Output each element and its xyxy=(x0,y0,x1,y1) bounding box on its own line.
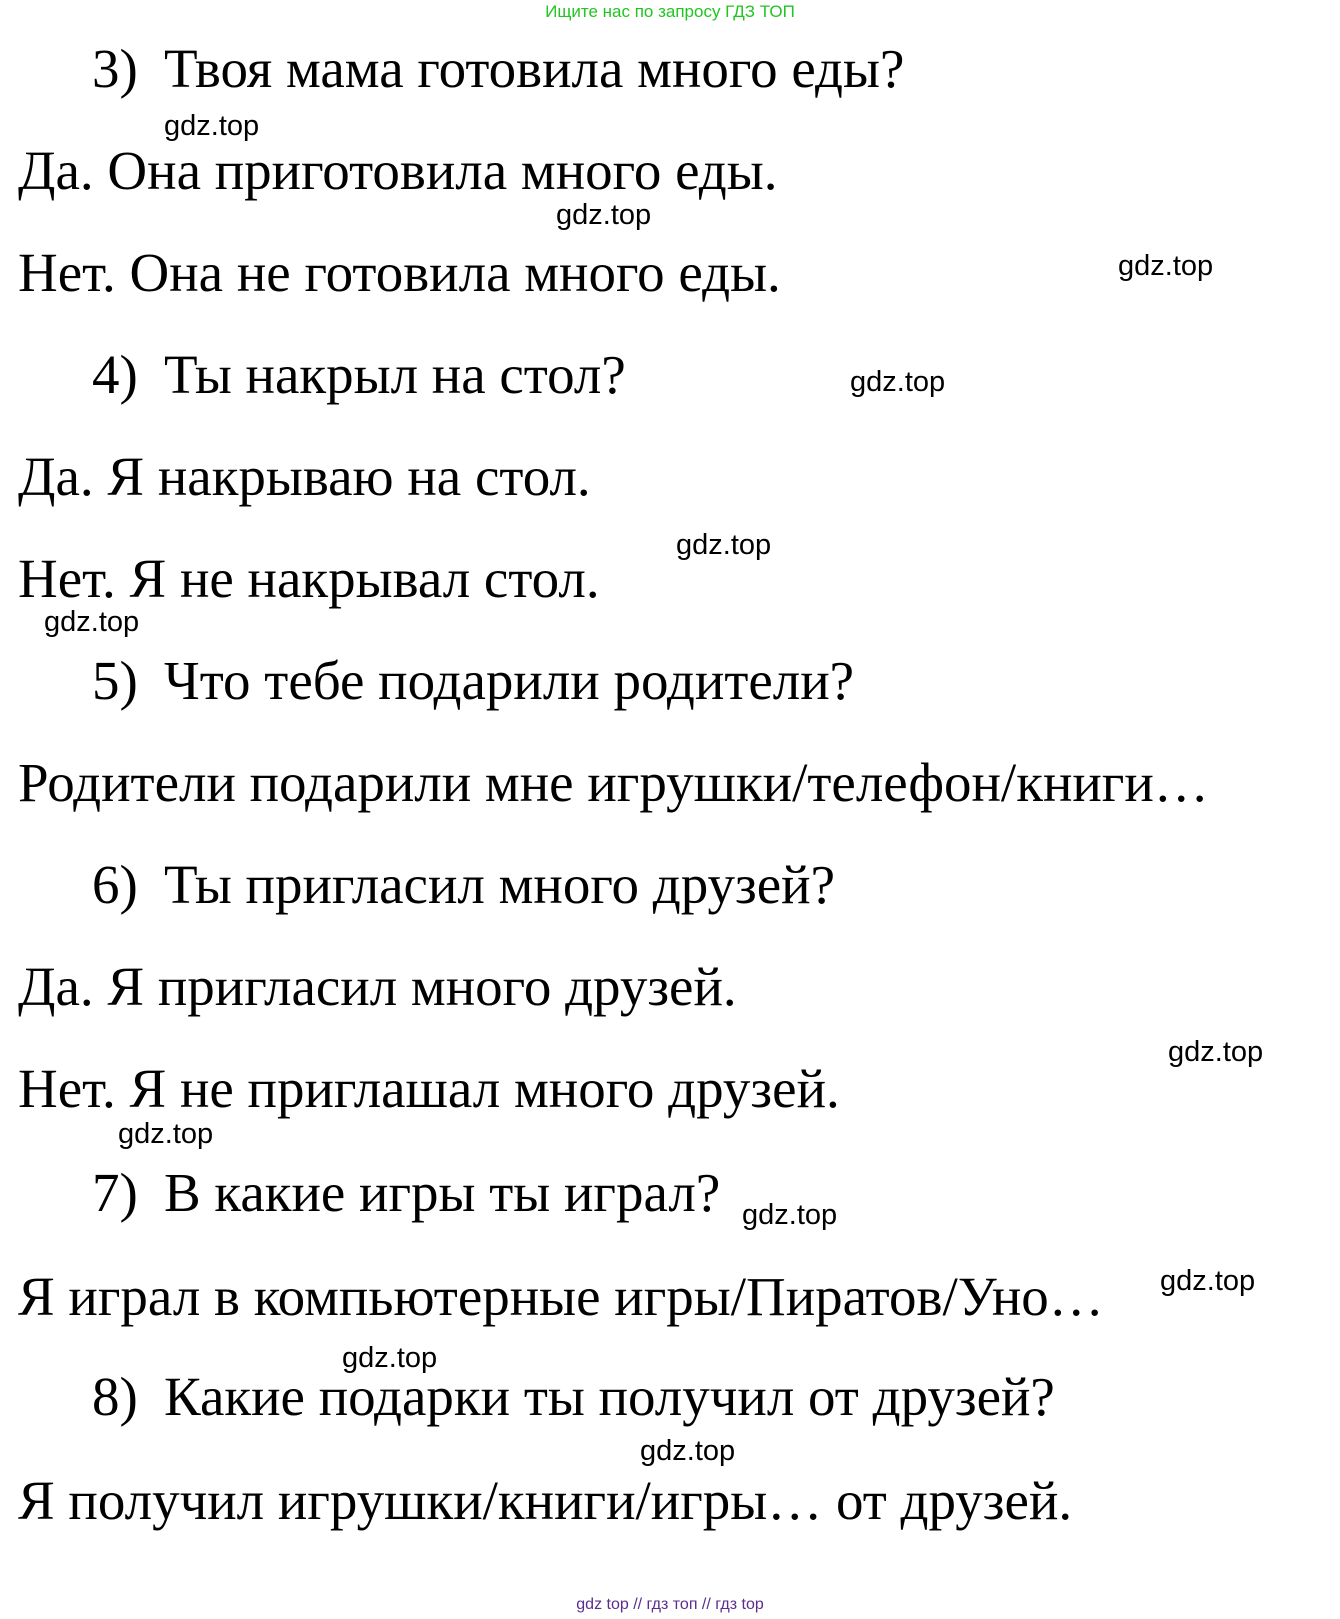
answer-4-no: Нет. Я не накрывал стол. xyxy=(18,548,600,609)
answer-8: Я получил игрушки/книги/игры… от друзей. xyxy=(18,1470,1073,1531)
watermark: gdz.top xyxy=(1160,1265,1256,1297)
answer-5: Родители подарили мне игрушки/телефон/книги… xyxy=(18,752,1209,813)
question-4 xyxy=(92,342,626,408)
watermark: gdz.top xyxy=(44,606,140,638)
top-banner: Ищите нас по запросу ГДЗ ТОП xyxy=(545,2,795,21)
watermark: gdz.top xyxy=(676,529,772,561)
question-7 xyxy=(92,1160,720,1226)
answer-3-yes: Да. Она приготовила много еды. xyxy=(18,140,778,201)
answer-4-yes: Да. Я накрываю на стол. xyxy=(18,446,591,507)
question-number: 5) xyxy=(92,650,138,711)
question-number: 7) xyxy=(92,1162,138,1223)
question-5 xyxy=(92,648,854,714)
answer-6-no: Нет. Я не приглашал много друзей. xyxy=(18,1058,840,1119)
watermark: gdz.top xyxy=(1168,1036,1264,1068)
answer-6-yes: Да. Я пригласил много друзей. xyxy=(18,956,737,1017)
footer-watermark: gdz top // гдз топ // гдз top xyxy=(576,1596,764,1613)
watermark: gdz.top xyxy=(742,1199,838,1231)
question-text: Ты накрыл на стол? xyxy=(164,344,626,405)
question-number: 3) xyxy=(92,38,138,99)
answer-7: Я играл в компьютерные игры/Пиратов/Уно… xyxy=(18,1266,1104,1327)
watermark: gdz.top xyxy=(342,1342,438,1374)
watermark: gdz.top xyxy=(118,1118,214,1150)
answer-3-no: Нет. Она не готовила много еды. xyxy=(18,242,781,303)
question-6 xyxy=(92,852,835,918)
question-3 xyxy=(92,36,904,102)
question-text: Какие подарки ты получил от друзей? xyxy=(164,1366,1055,1427)
question-number: 4) xyxy=(92,344,138,405)
question-8 xyxy=(92,1364,1055,1430)
question-number: 6) xyxy=(92,854,138,915)
question-text: Что тебе подарили родители? xyxy=(164,650,855,711)
watermark: gdz.top xyxy=(556,199,652,231)
question-text: Ты пригласил много друзей? xyxy=(164,854,836,915)
question-text: Твоя мама готовила много еды? xyxy=(164,38,905,99)
question-text: В какие игры ты играл? xyxy=(164,1162,721,1223)
question-number: 8) xyxy=(92,1366,138,1427)
watermark: gdz.top xyxy=(164,110,260,142)
watermark: gdz.top xyxy=(1118,250,1214,282)
watermark: gdz.top xyxy=(850,366,946,398)
watermark: gdz.top xyxy=(640,1435,736,1467)
